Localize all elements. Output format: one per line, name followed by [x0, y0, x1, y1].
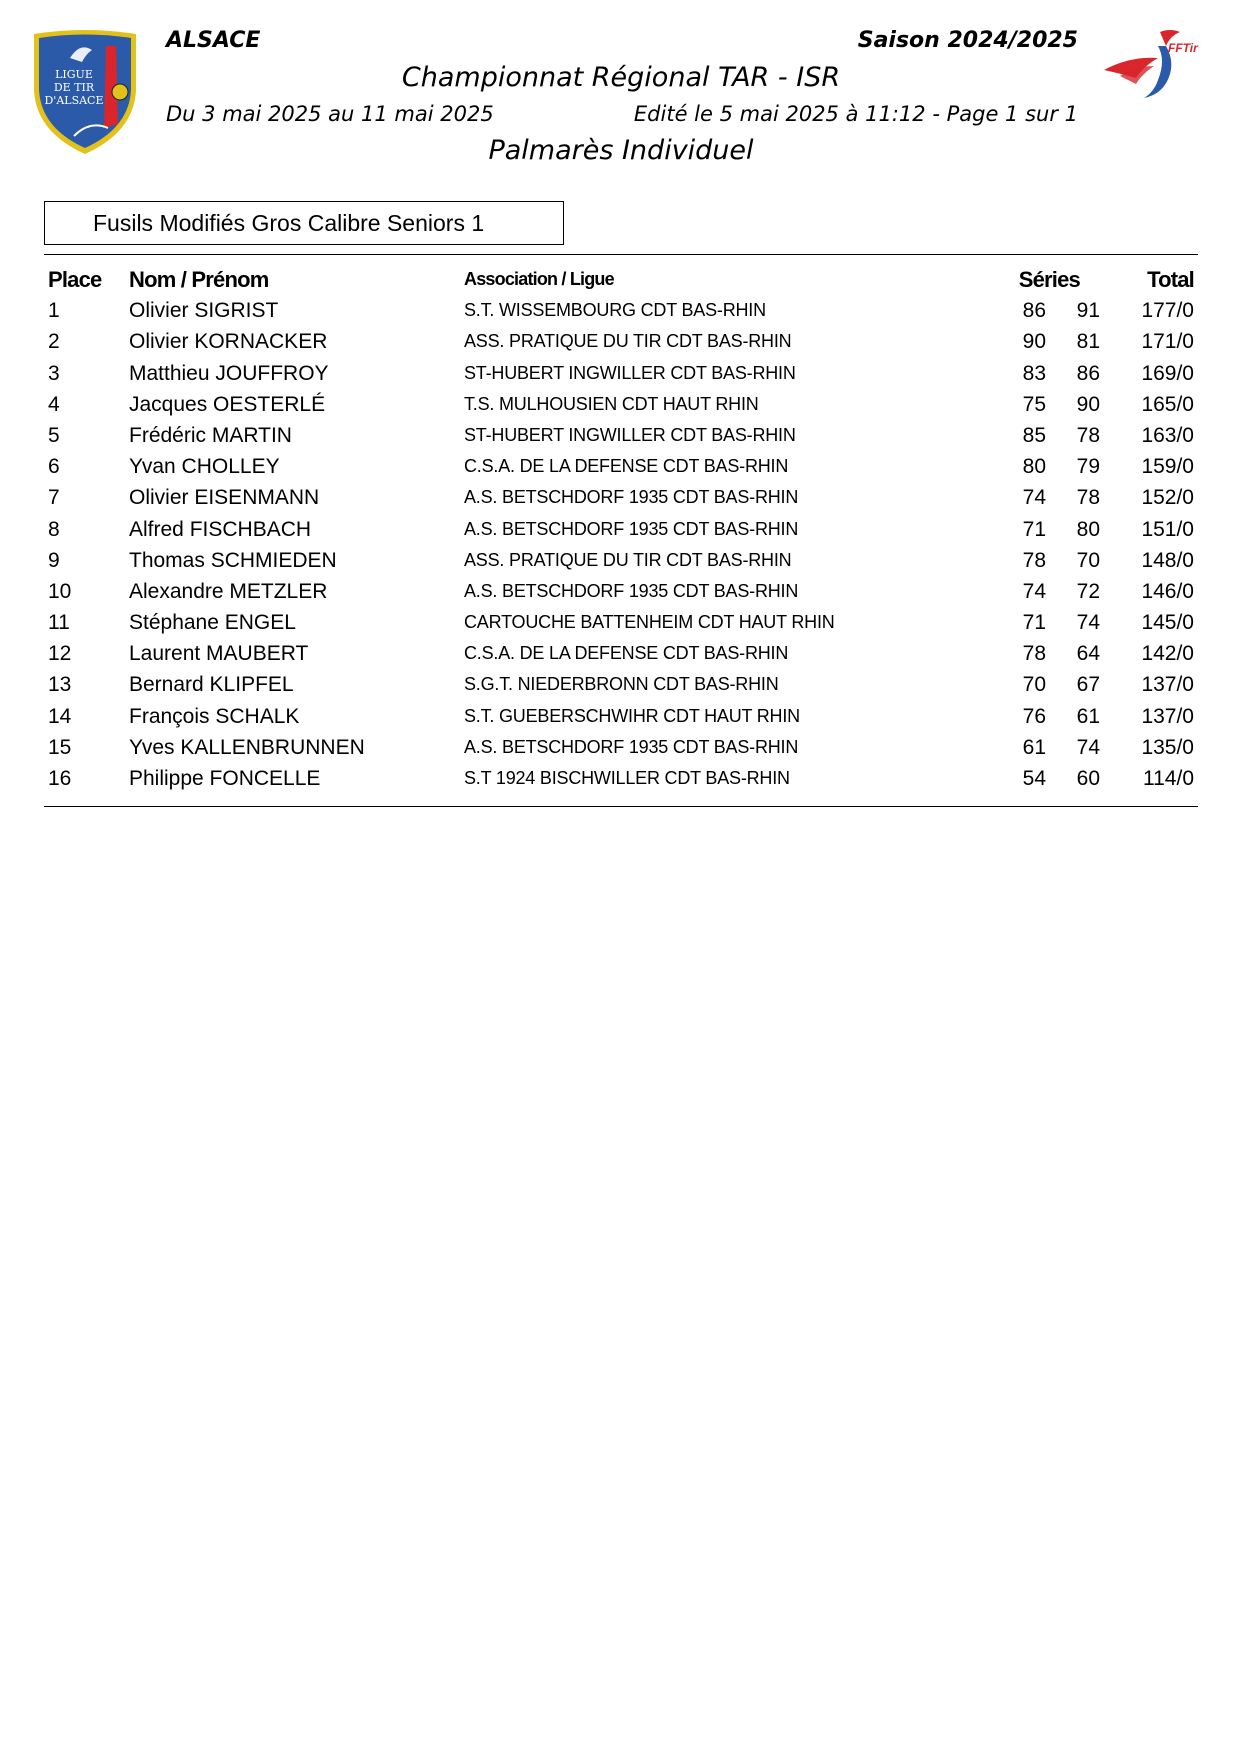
name-cell: Philippe FONCELLE: [129, 767, 321, 790]
name-cell: Yves KALLENBRUNNEN: [129, 735, 365, 759]
category-title: Fusils Modifiés Gros Calibre Seniors 1: [44, 201, 564, 245]
page-title: Championnat Régional TAR - ISR: [401, 62, 841, 93]
series-2-cell: 80: [1076, 517, 1100, 541]
series-1-cell: 78: [1022, 642, 1046, 666]
name-cell: Thomas SCHMIEDEN: [129, 548, 337, 572]
series-1-cell: 61: [1022, 735, 1046, 759]
table-bottom-rule: [44, 806, 1198, 807]
table-top-rule: [44, 254, 1198, 255]
table-row: [44, 669, 1198, 700]
series-2-cell: 61: [1076, 704, 1100, 728]
series-2-cell: 67: [1076, 673, 1100, 697]
table-row: [44, 514, 1198, 545]
association-cell: A.S. BETSCHDORF 1935 CDT BAS-RHIN: [464, 487, 799, 508]
total-cell: 148/0: [1141, 548, 1194, 572]
series-2-cell: 90: [1076, 392, 1100, 416]
series-1-cell: 71: [1022, 611, 1046, 635]
series-2-cell: 60: [1076, 767, 1100, 790]
association-cell: S.G.T. NIEDERBRONN CDT BAS-RHIN: [464, 674, 779, 695]
name-cell: Matthieu JOUFFROY: [129, 361, 329, 385]
series-1-cell: 80: [1022, 455, 1046, 479]
place-cell: 16: [48, 767, 72, 790]
place-cell: 13: [48, 673, 72, 697]
name-cell: Olivier KORNACKER: [129, 330, 328, 354]
table-row: [44, 545, 1198, 576]
table-row: [44, 638, 1198, 669]
total-cell: 177/0: [1141, 299, 1194, 323]
table-row: [44, 482, 1198, 513]
table-row: [44, 763, 1198, 794]
association-cell: A.S. BETSCHDORF 1935 CDT BAS-RHIN: [464, 518, 799, 539]
name-cell: Bernard KLIPFEL: [129, 673, 294, 697]
series-1-cell: 54: [1022, 767, 1046, 790]
place-cell: 3: [48, 361, 60, 385]
association-cell: CARTOUCHE BATTENHEIM CDT HAUT RHIN: [464, 612, 835, 633]
table-header-row: [44, 264, 1198, 295]
series-2-cell: 78: [1076, 486, 1100, 510]
place-cell: 4: [48, 392, 60, 416]
svg-text:DE TIR: DE TIR: [53, 81, 95, 94]
place-cell: 5: [48, 423, 60, 447]
name-cell: Alexandre METZLER: [129, 579, 328, 603]
place-cell: 1: [48, 299, 60, 323]
series-2-cell: 74: [1076, 735, 1100, 759]
region-label: ALSACE: [166, 28, 261, 53]
total-cell: 171/0: [1141, 330, 1194, 354]
association-cell: ASS. PRATIQUE DU TIR CDT BAS-RHIN: [464, 549, 792, 570]
table-body: [44, 295, 1198, 794]
total-cell: 114/0: [1143, 767, 1194, 790]
name-cell: Olivier SIGRIST: [129, 299, 279, 323]
header-total: Total: [1147, 267, 1194, 292]
series-1-cell: 74: [1022, 486, 1046, 510]
svg-text:FFTir: FFTir: [1168, 41, 1198, 55]
name-cell: Stéphane ENGEL: [129, 611, 296, 635]
total-cell: 169/0: [1141, 361, 1194, 385]
table-row: [44, 701, 1198, 732]
name-cell: Yvan CHOLLEY: [129, 455, 280, 479]
header-name: Nom / Prénom: [129, 267, 269, 292]
table-row: [44, 576, 1198, 607]
series-1-cell: 76: [1022, 704, 1046, 728]
series-1-cell: 78: [1022, 548, 1046, 572]
svg-text:D'ALSACE: D'ALSACE: [44, 94, 104, 107]
association-cell: ST-HUBERT INGWILLER CDT BAS-RHIN: [464, 362, 796, 383]
table-row: [44, 295, 1198, 326]
date-range: Du 3 mai 2025 au 11 mai 2025: [166, 102, 494, 126]
series-2-cell: 79: [1076, 455, 1100, 479]
association-cell: S.T. GUEBERSCHWIHR CDT HAUT RHIN: [464, 705, 800, 726]
association-cell: S.T 1924 BISCHWILLER CDT BAS-RHIN: [464, 768, 790, 788]
header-series: Séries: [1018, 267, 1080, 292]
series-2-cell: 91: [1076, 299, 1100, 323]
series-1-cell: 83: [1022, 361, 1046, 385]
place-cell: 11: [48, 611, 70, 635]
association-cell: C.S.A. DE LA DEFENSE CDT BAS-RHIN: [464, 456, 789, 477]
association-cell: A.S. BETSCHDORF 1935 CDT BAS-RHIN: [464, 580, 799, 601]
series-2-cell: 64: [1076, 642, 1100, 666]
page-subtitle: Palmarès Individuel: [488, 135, 754, 166]
total-cell: 145/0: [1141, 611, 1194, 635]
series-2-cell: 72: [1076, 579, 1100, 603]
total-cell: 146/0: [1141, 579, 1194, 603]
table-row: [44, 389, 1198, 420]
svg-text:LIGUE: LIGUE: [55, 68, 93, 81]
season-label: Saison 2024/2025: [857, 28, 1078, 53]
name-cell: Laurent MAUBERT: [129, 642, 309, 666]
total-cell: 137/0: [1141, 673, 1194, 697]
series-1-cell: 90: [1022, 330, 1046, 354]
header-place: Place: [48, 267, 102, 292]
association-cell: A.S. BETSCHDORF 1935 CDT BAS-RHIN: [464, 736, 799, 757]
table-row: [44, 451, 1198, 482]
association-cell: T.S. MULHOUSIEN CDT HAUT RHIN: [464, 393, 759, 414]
series-1-cell: 85: [1022, 423, 1046, 447]
header-association: Association / Ligue: [464, 269, 614, 289]
name-cell: Jacques OESTERLÉ: [129, 392, 326, 416]
series-2-cell: 86: [1076, 361, 1100, 385]
results-table: [44, 264, 1198, 794]
place-cell: 9: [48, 548, 60, 572]
association-cell: ASS. PRATIQUE DU TIR CDT BAS-RHIN: [464, 331, 792, 352]
series-2-cell: 70: [1076, 548, 1100, 572]
total-cell: 163/0: [1141, 423, 1194, 447]
name-cell: François SCHALK: [129, 704, 300, 728]
association-cell: ST-HUBERT INGWILLER CDT BAS-RHIN: [464, 424, 796, 445]
place-cell: 7: [48, 486, 60, 510]
place-cell: 10: [48, 579, 72, 603]
edition-info: Edité le 5 mai 2025 à 11:12 - Page 1 sur 1: [633, 102, 1078, 126]
table-row: [44, 420, 1198, 451]
total-cell: 159/0: [1141, 455, 1194, 479]
name-cell: Frédéric MARTIN: [129, 423, 292, 447]
place-cell: 14: [48, 704, 72, 728]
name-cell: Olivier EISENMANN: [129, 486, 320, 510]
total-cell: 142/0: [1141, 642, 1194, 666]
series-2-cell: 74: [1076, 611, 1100, 635]
total-cell: 152/0: [1141, 486, 1194, 510]
table-row: [44, 326, 1198, 357]
total-cell: 151/0: [1141, 517, 1194, 541]
table-row: [44, 607, 1198, 638]
series-1-cell: 75: [1022, 392, 1046, 416]
place-cell: 15: [48, 735, 72, 759]
series-1-cell: 74: [1022, 579, 1046, 603]
series-1-cell: 86: [1022, 299, 1046, 323]
place-cell: 2: [48, 330, 60, 354]
place-cell: 12: [48, 642, 72, 666]
series-2-cell: 78: [1076, 423, 1100, 447]
name-cell: Alfred FISCHBACH: [129, 517, 312, 541]
table-row: [44, 358, 1198, 389]
place-cell: 6: [48, 455, 60, 479]
total-cell: 137/0: [1141, 704, 1194, 728]
association-cell: C.S.A. DE LA DEFENSE CDT BAS-RHIN: [464, 643, 789, 664]
series-1-cell: 71: [1022, 517, 1046, 541]
association-cell: S.T. WISSEMBOURG CDT BAS-RHIN: [464, 300, 766, 321]
series-1-cell: 70: [1022, 673, 1046, 697]
total-cell: 165/0: [1141, 392, 1194, 416]
table-row: [44, 732, 1198, 763]
series-2-cell: 81: [1076, 330, 1100, 354]
total-cell: 135/0: [1141, 735, 1194, 759]
place-cell: 8: [48, 517, 60, 541]
